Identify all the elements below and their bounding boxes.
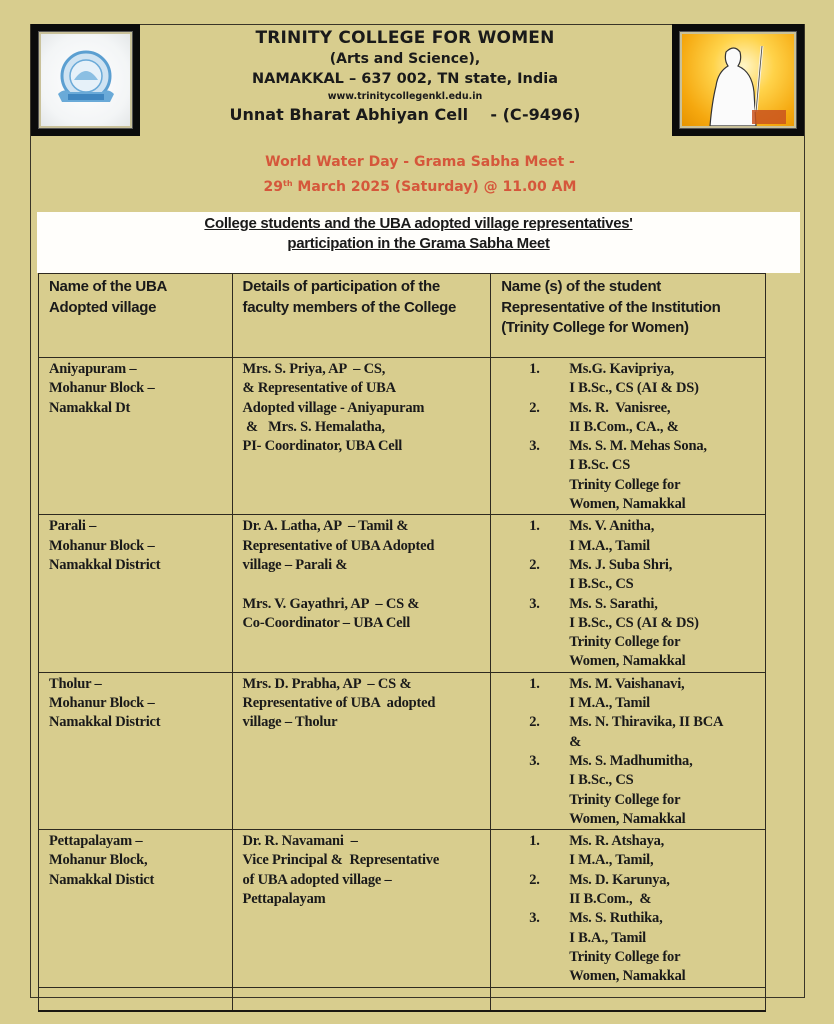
student-details: [569, 909, 662, 948]
student-line: Ms. S. Sarathi,: [569, 595, 658, 612]
table-header-row: [39, 274, 766, 358]
students-cell: [491, 830, 766, 987]
faculty-line: Representative of UBA adopted: [242, 695, 436, 712]
event-day: 29: [263, 179, 284, 195]
faculty-line: PI- Coordinator, UBA Cell: [242, 438, 403, 455]
student-number: 3.: [529, 752, 540, 769]
institution-name: [501, 948, 755, 987]
student-item: [529, 595, 755, 634]
faculty-line: of UBA adopted village –: [242, 871, 392, 888]
letterhead: [140, 27, 670, 126]
faculty-line: Representative of UBA Adopted: [242, 537, 435, 554]
faculty-line: village – Tholur: [242, 714, 338, 731]
college-logo: [31, 24, 140, 136]
faculty-line: [243, 575, 481, 594]
student-item: [529, 399, 755, 438]
uba-cell-label: Unnat Bharat Abhiyan Cell - (C-9496): [229, 105, 581, 124]
student-details: [569, 399, 678, 438]
table-row: [39, 672, 766, 829]
institution-name: [501, 633, 755, 672]
institution-line: Women, Namakkal: [569, 810, 686, 827]
student-details: [569, 437, 707, 476]
student-number: 2.: [529, 871, 540, 888]
village-line: Namakkal District: [49, 556, 161, 573]
uba-logo: [672, 24, 804, 136]
student-item: [529, 871, 755, 910]
village-line: Pettapalayam –: [49, 833, 143, 850]
section-title: [37, 214, 800, 254]
student-details: [569, 517, 654, 556]
institution-line: Trinity College for: [569, 791, 681, 808]
faculty-line: Mrs. V. Gayathri, AP – CS &: [242, 595, 420, 612]
faculty-cell: [232, 672, 491, 829]
village-line: Namakkal Distict: [49, 871, 155, 888]
student-line: I B.Sc., CS: [569, 576, 634, 593]
institution-line: Trinity College for: [569, 948, 681, 965]
institution-line: Women, Namakkal: [569, 496, 686, 513]
student-line: I M.A., Tamil: [569, 695, 651, 712]
student-details: [569, 360, 699, 399]
village-line: Parali –: [49, 518, 97, 535]
faculty-line: & Representative of UBA: [242, 380, 396, 397]
table-row: [39, 515, 766, 672]
faculty-line: Mrs. S. Priya, AP – CS,: [242, 361, 386, 377]
student-line: Ms. D. Karunya,: [569, 871, 670, 888]
student-item: [529, 437, 755, 476]
header-faculty: Details of participation of the faculty members of the College: [232, 274, 491, 358]
faculty-line: Vice Principal & Representative: [242, 852, 440, 869]
faculty-line: Dr. R. Navamani –: [242, 833, 358, 850]
student-number: 2.: [529, 556, 540, 573]
student-item: [529, 360, 755, 399]
institution-line: Trinity College for: [569, 634, 681, 651]
village-line: Tholur –: [49, 675, 102, 692]
empty-cell: [39, 987, 233, 1011]
empty-cell: [491, 987, 766, 1011]
student-number: 1.: [529, 833, 540, 850]
students-cell: [491, 358, 766, 515]
student-line: I B.Sc. CS: [569, 457, 631, 474]
faculty-cell: [232, 515, 491, 672]
student-item: [529, 675, 755, 714]
village-cell: [39, 358, 233, 515]
empty-cell: [232, 987, 491, 1011]
village-line: Mohanur Block –: [49, 537, 155, 554]
participation-table: [38, 273, 766, 1012]
student-line: I M.A., Tamil,: [569, 852, 654, 869]
student-item: [529, 752, 755, 791]
student-line: Ms. V. Anitha,: [569, 518, 655, 535]
college-address: NAMAKKAL – 637 002, TN state, India: [251, 71, 559, 87]
student-number: 1.: [529, 675, 540, 692]
event-date-rest: March 2025 (Saturday) @ 11.00 AM: [292, 179, 577, 195]
village-line: Mohanur Block –: [49, 695, 155, 712]
college-emblem-icon: [50, 44, 122, 116]
faculty-line: Adopted village - Aniyapuram: [242, 399, 425, 416]
student-item: [529, 713, 755, 752]
faculty-line: village – Parali &: [242, 556, 348, 573]
student-details: [569, 752, 692, 791]
header-students: Name (s) of the student Representative of the Institution (Trinity College for Women): [491, 274, 766, 358]
institution-name: [501, 791, 755, 830]
students-cell: [491, 672, 766, 829]
village-line: Mohanur Block –: [49, 380, 155, 397]
student-number: 2.: [529, 399, 540, 416]
village-cell: [39, 515, 233, 672]
student-details: [569, 595, 699, 634]
village-cell: [39, 672, 233, 829]
college-name: TRINITY COLLEGE FOR WOMEN: [255, 28, 555, 48]
faculty-cell: [232, 358, 491, 515]
student-details: [569, 556, 672, 595]
faculty-line: Mrs. D. Prabha, AP – CS &: [242, 675, 412, 692]
faculty-line: Co-Coordinator – UBA Cell: [242, 614, 411, 631]
student-line: Ms. M. Vaishanavi,: [569, 675, 685, 692]
faculty-line: Dr. A. Latha, AP – Tamil &: [242, 518, 409, 535]
student-line: II B.Com., &: [569, 891, 652, 908]
student-line: &: [569, 733, 582, 750]
student-item: [529, 832, 755, 871]
event-details: [140, 152, 700, 198]
student-line: I B.Sc., CS (AI & DS): [569, 380, 699, 397]
student-number: 3.: [529, 438, 540, 455]
faculty-line: & Mrs. S. Hemalatha,: [242, 418, 385, 435]
institution-line: Women, Namakkal: [569, 968, 686, 985]
event-day-suffix: th: [283, 179, 293, 188]
student-item: [529, 909, 755, 948]
college-website: www.trinitycollegenkl.edu.in: [327, 91, 483, 102]
student-details: [569, 675, 684, 714]
student-details: [569, 713, 723, 752]
student-line: Ms. S. Ruthika,: [569, 910, 663, 927]
student-number: 2.: [529, 714, 540, 731]
institution-line: Women, Namakkal: [569, 653, 686, 670]
gandhi-emblem-icon: [688, 42, 788, 126]
village-line: Mohanur Block,: [49, 852, 148, 869]
students-cell: [491, 515, 766, 672]
student-line: I B.A., Tamil: [569, 929, 646, 946]
student-item: [529, 517, 755, 556]
student-number: 3.: [529, 595, 540, 612]
faculty-cell: [232, 830, 491, 987]
village-line: Aniyapuram –: [49, 361, 137, 377]
table-row: [39, 358, 766, 515]
village-cell: [39, 830, 233, 987]
institution-line: Trinity College for: [569, 476, 681, 493]
student-list: [501, 675, 755, 791]
village-line: Namakkal District: [49, 714, 161, 731]
student-item: [529, 556, 755, 595]
section-title-line-1: College students and the UBA adopted village representatives': [204, 215, 633, 232]
college-subtitle: (Arts and Science),: [329, 51, 481, 67]
student-line: II B.Com., CA., &: [569, 418, 679, 435]
student-number: 3.: [529, 910, 540, 927]
section-title-line-2: participation in the Grama Sabha Meet: [287, 235, 550, 252]
event-date: [140, 173, 700, 198]
student-list: [501, 832, 755, 948]
student-line: Ms. S. Madhumitha,: [569, 752, 693, 769]
student-number: 1.: [529, 518, 540, 535]
empty-table-row: [39, 987, 766, 1011]
student-line: I M.A., Tamil: [569, 537, 651, 554]
table-row: [39, 830, 766, 987]
event-title: World Water Day - Grama Sabha Meet -: [265, 154, 575, 170]
student-line: Ms. R. Atshaya,: [569, 833, 665, 850]
student-details: [569, 832, 664, 871]
student-line: Ms. S. M. Mehas Sona,: [569, 438, 707, 455]
student-number: 1.: [529, 361, 540, 377]
student-line: Ms. R. Vanisree,: [569, 399, 671, 416]
header-village: Name of the UBA Adopted village: [39, 274, 233, 358]
village-line: Namakkal Dt: [49, 399, 131, 416]
student-line: I B.Sc., CS: [569, 772, 634, 789]
student-line: Ms. N. Thiravika, II BCA: [569, 714, 724, 731]
student-list: [501, 517, 755, 633]
student-line: Ms. J. Suba Shri,: [569, 556, 673, 573]
student-line: Ms.G. Kavipriya,: [569, 361, 674, 377]
institution-name: [501, 476, 755, 515]
student-list: [501, 360, 755, 476]
faculty-line: Pettapalayam: [242, 891, 326, 908]
student-line: I B.Sc., CS (AI & DS): [569, 614, 699, 631]
student-details: [569, 871, 670, 910]
